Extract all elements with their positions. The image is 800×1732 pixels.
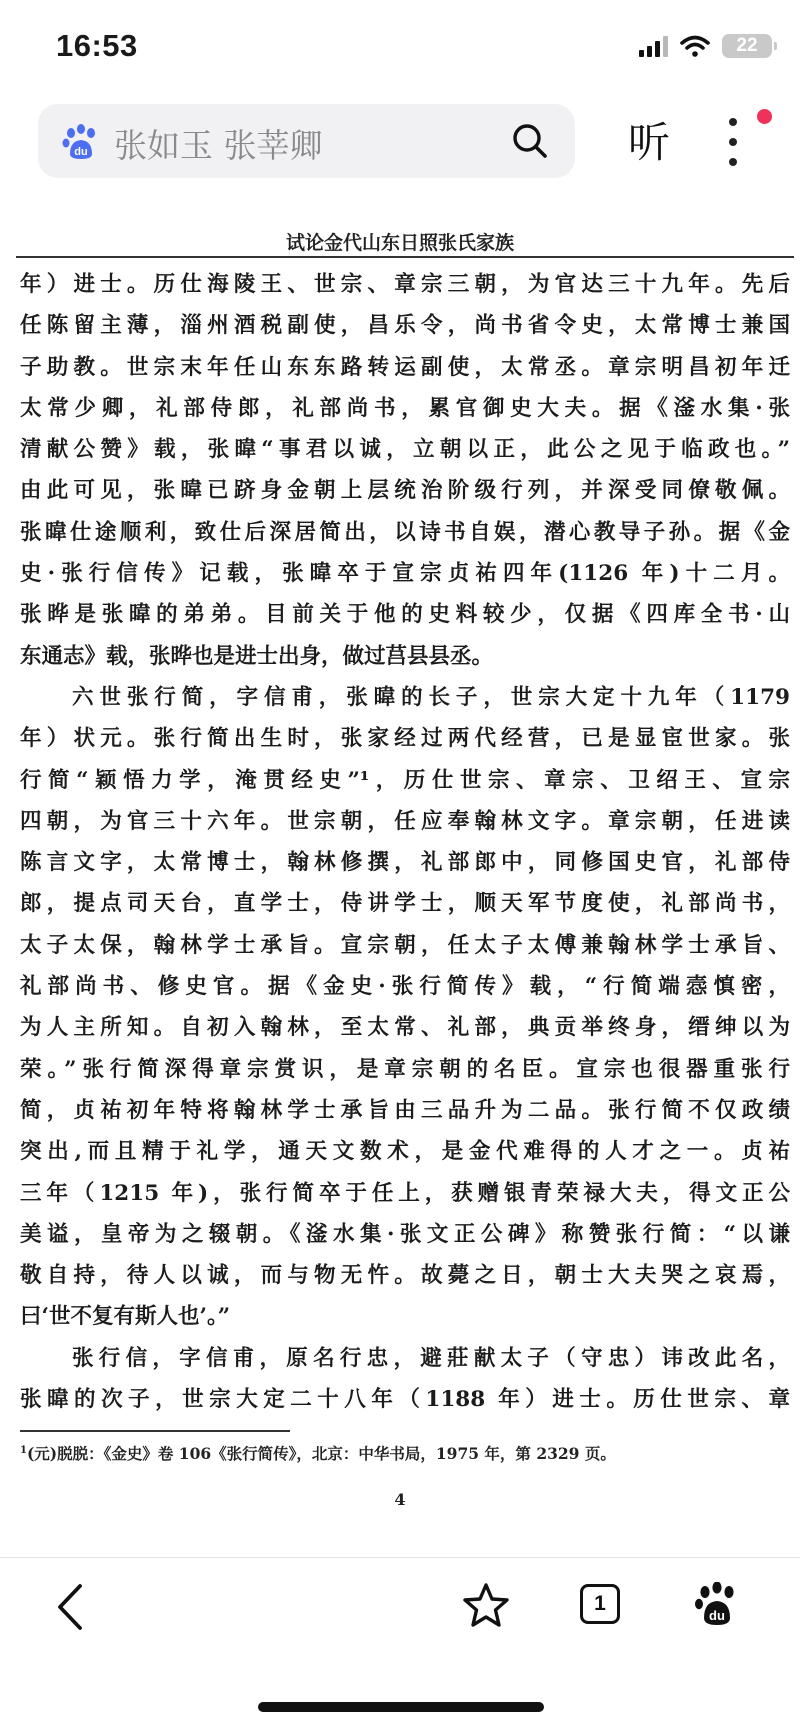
star-icon[interactable] — [462, 1582, 510, 1628]
text-line: 年）进士。历仕海陵王、世宗、章宗三朝，为官达三十九年。先后 — [20, 272, 790, 297]
back-icon[interactable] — [52, 1582, 88, 1632]
battery-level: 22 — [736, 35, 758, 56]
baidu-paw-icon — [62, 124, 100, 160]
text-line: 为人主所知。自初入翰林，至太常、礼部，典贡举终身，缙绅以为 — [20, 1015, 790, 1041]
text-line: 张行信，字信甫，原名行忠，避莊献太子（守忠）讳改此名， — [72, 1345, 790, 1371]
notification-dot — [757, 109, 772, 124]
text-line: 郎，提点司天台，直学士，侍讲学士，顺天军节度使，礼部尚书， — [20, 891, 790, 917]
text-line: 年）状元。张行简出生时，张家经过两代经营，已是显宦世家。张 — [20, 726, 790, 752]
signal-icon — [639, 35, 668, 57]
text-line: 史·张行信传》记载，张暐卒于宣宗贞祐四年(1126 年)十二月。 — [20, 561, 790, 587]
running-header: 试论金代山东日照张氏家族 — [285, 232, 514, 254]
text-line: 四朝，为官三十六年。世宗朝，任应奉翰林文字。章宗朝，任进读 — [20, 808, 790, 834]
footnote-marker: 1 — [20, 1444, 27, 1456]
search-box[interactable] — [38, 104, 575, 178]
search-icon[interactable] — [511, 122, 549, 160]
text-line: 荣。”张行简深得章宗赏识，是章宗朝的名臣。宣宗也很器重张行 — [20, 1056, 790, 1082]
text-line: 突出,而且精于礼学，通天文数术，是金代难得的人才之一。贞祐 — [20, 1139, 790, 1165]
text-line: 敬自持，待人以诚，而与物无忤。故薨之日，朝士大夫哭之哀焉， — [20, 1263, 790, 1289]
text-line: 张暐的次子，世宗大定二十八年（1188 年）进士。历仕世宗、章 — [20, 1387, 790, 1413]
text-line: 太常少卿，礼部侍郎，礼部尚书，累官御史大夫。据《滏水集·张 — [20, 395, 790, 421]
document-page — [0, 200, 800, 1550]
battery-icon — [722, 34, 772, 58]
text-line: 太子太保，翰林学士承旨。宣宗朝，任太子太傅兼翰林学士承旨、 — [20, 932, 790, 958]
text-line: 陈言文字，太常博士，翰林修撰，礼部郎中，同修国史官，礼部侍 — [20, 850, 790, 876]
status-bar — [0, 0, 800, 100]
more-icon[interactable] — [718, 114, 748, 170]
text-line: 曰‘世不复有斯人也’。” — [20, 1304, 231, 1330]
listen-button[interactable]: 听 — [628, 118, 671, 167]
text-line: 东通志》载，张晔也是进士出身，做过莒县县丞。 — [20, 643, 494, 669]
status-icons — [639, 34, 772, 58]
svg-text:du: du — [74, 146, 88, 158]
footnote — [20, 1442, 616, 1464]
footnote-rule — [20, 1430, 290, 1432]
footnote-text: (元)脱脱：《金史》卷 106《张行简传》，北京：中华书局，1975 年，第 2329 页。 — [26, 1444, 616, 1463]
search-input[interactable]: 张如玉 张莘卿 — [114, 126, 323, 165]
text-line: 张暐仕途顺利，致仕后深居简出，以诗书自娱，潜心教导子孙。据《金 — [20, 519, 790, 545]
baidu-paw-icon[interactable] — [694, 1582, 740, 1626]
document-body — [20, 264, 790, 1420]
bottom-toolbar — [0, 1558, 800, 1732]
wifi-icon — [680, 35, 710, 57]
text-line: 子助教。世宗末年任山东东路转运副使，太常丞。章宗明昌初年迁 — [20, 354, 790, 380]
page-number: 4 — [394, 1490, 406, 1509]
text-line: 六世张行简，字信甫，张暐的长子，世宗大定十九年（1179 — [72, 684, 790, 710]
text-line: 由此可见，张暐已跻身金朝上层统治阶级行列，并深受同僚敬佩。 — [20, 478, 790, 504]
text-line: 简，贞祐初年特将翰林学士承旨由三品升为二品。张行简不仅政绩 — [20, 1097, 790, 1123]
text-line: 任陈留主薄，淄州酒税副使，昌乐令，尚书省令史，太常博士兼国 — [20, 313, 790, 339]
header-rule — [16, 256, 794, 258]
text-line: 清献公赞》载，张暐“事君以诚，立朝以正，此公之见于临政也。” — [20, 437, 790, 463]
home-indicator — [258, 1702, 544, 1712]
text-line: 行简“颖悟力学，淹贯经史”¹，历仕世宗、章宗、卫绍王、宣宗 — [20, 767, 790, 793]
tabs-icon[interactable]: 1 — [580, 1584, 620, 1624]
text-line: 美谥，皇帝为之辍朝。《滏水集·张文正公碑》称赞张行简：“以谦 — [20, 1221, 790, 1247]
text-line: 礼部尚书、修史官。据《金史·张行简传》载，“行简端悫慎密， — [20, 974, 790, 1000]
status-time: 16:53 — [56, 28, 138, 63]
text-line: 张晔是张暐的弟弟。目前关于他的史料较少，仅据《四库全书·山 — [20, 602, 790, 628]
svg-text:du: du — [709, 1608, 725, 1623]
text-line: 三年（1215 年)，张行简卒于任上，获赠银青荣禄大夫，得文正公 — [20, 1180, 790, 1206]
